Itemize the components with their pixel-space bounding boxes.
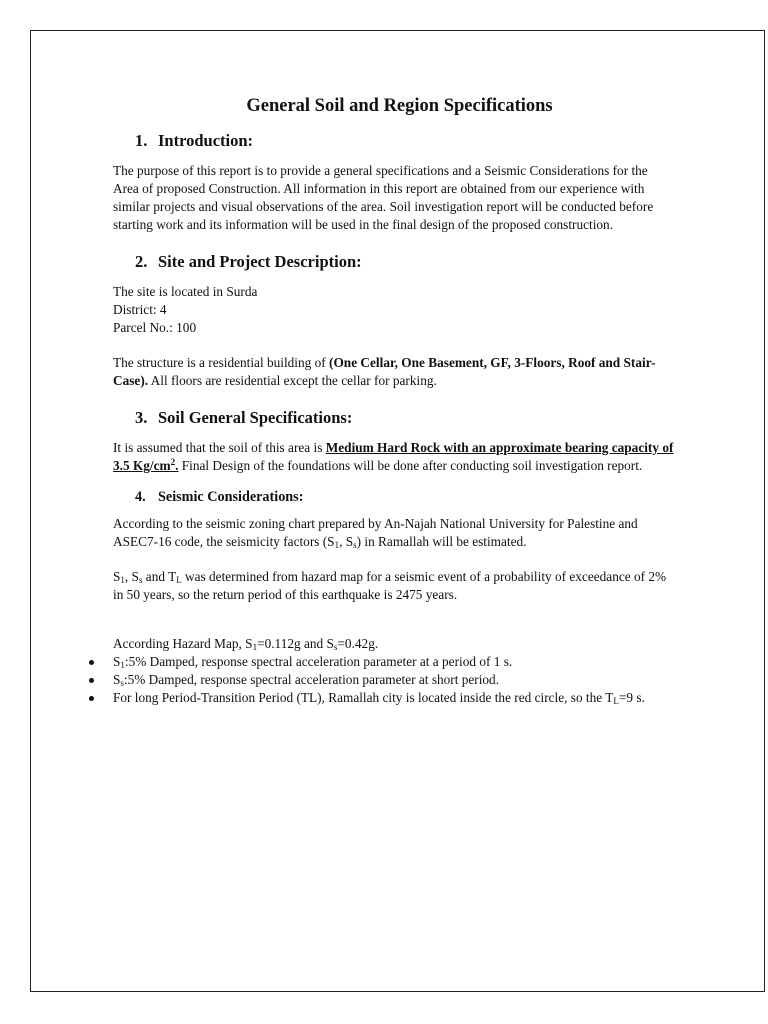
section-number: 2.	[135, 252, 148, 271]
text: ) in Ramallah will be estimated.	[356, 534, 527, 549]
subscript: s	[120, 678, 124, 688]
document-body	[113, 94, 675, 707]
section-heading-introduction	[113, 130, 675, 152]
hazard-map-line	[113, 635, 675, 653]
bullet-icon	[89, 660, 94, 665]
subscript: s	[353, 540, 357, 550]
document-title: General Soil and Region Specifications	[246, 96, 553, 116]
section-heading-soil	[113, 407, 675, 429]
subscript: 1	[252, 642, 258, 652]
seismic-paragraph-2	[113, 568, 675, 604]
introduction-paragraph: The purpose of this report is to provide a general specifications and a Seismic Considerations for the Area of proposed Construction. All information in this report are obtained from our experience with similar projects and visual observations of the area. Soil investigation report will be conducted before starting work and its information will be used in the final design of the proposed construction.	[113, 163, 654, 232]
subscript: L	[176, 575, 182, 585]
text: For long Period-Transition Period (TL), Ramallah city is located inside the red circle, so the T	[113, 690, 614, 705]
list-item	[89, 689, 651, 707]
text: , S	[339, 534, 354, 549]
soil-emphasis-sup: 2	[170, 457, 176, 467]
seismic-bullet-list	[89, 653, 651, 707]
section-heading-site	[113, 251, 675, 273]
structure-intro: The structure is a residential building of	[113, 355, 330, 370]
list-item	[89, 653, 651, 671]
subscript: 1	[120, 660, 125, 670]
subscript: 1	[120, 575, 125, 585]
text: , S	[124, 569, 139, 584]
section-number: 4.	[135, 489, 146, 505]
section-number: 1.	[135, 131, 148, 150]
text: :5% Damped, response spectral acceleration parameter at short period.	[123, 672, 500, 687]
seismic-paragraph-1	[113, 515, 675, 551]
text: =0.42g.	[337, 636, 379, 651]
text: S	[113, 654, 121, 669]
section-title: Introduction:	[158, 131, 254, 150]
text: According Hazard Map, S	[113, 636, 253, 651]
section-heading-seismic	[113, 487, 675, 507]
bullet-icon	[89, 696, 94, 701]
text: was determined from hazard map for a seismic event of a probability of exceedance of 2% in 50 years, so the return period of this earthquake is 2475 years.	[113, 569, 667, 602]
text: :5% Damped, response spectral acceleration parameter at a period of 1 s.	[124, 654, 513, 669]
text: =0.112g and S	[257, 636, 334, 651]
parcel-line: Parcel No.: 100	[113, 320, 197, 335]
text: S	[113, 569, 121, 584]
soil-rest: Final Design of the foundations will be done after conducting soil investigation report.	[178, 458, 643, 473]
structure-paragraph	[113, 354, 675, 390]
soil-intro: It is assumed that the soil of this area is	[113, 440, 326, 455]
district-line: District: 4	[113, 302, 167, 317]
structure-bold: (One Cellar, One Basement, GF, 3-Floors, Roof and Stair-Case).	[113, 355, 656, 388]
section-number: 3.	[135, 408, 148, 427]
text: and T	[142, 569, 177, 584]
subscript: L	[613, 696, 619, 706]
section-title: Site and Project Description:	[158, 252, 362, 271]
text: S	[113, 672, 121, 687]
subscript: s	[333, 642, 338, 652]
subscript: 1	[334, 540, 340, 550]
text: According to the seismic zoning chart prepared by An-Najah National University for Palestine and ASEC7-16 code, the seismicity factors (S	[113, 516, 638, 549]
text: =9 s.	[618, 690, 645, 705]
soil-paragraph	[113, 439, 675, 475]
soil-emphasis-text: Medium Hard Rock with an approximate bearing capacity of 3.5 Kg/cm	[113, 440, 674, 473]
subscript: s	[138, 575, 143, 585]
soil-emphasis-end: .	[175, 458, 179, 473]
structure-rest: All floors are residential except the cellar for parking.	[148, 373, 437, 388]
section-title: Seismic Considerations:	[158, 489, 304, 505]
list-item	[89, 671, 651, 689]
section-title: Soil General Specifications:	[158, 408, 353, 427]
site-location-line: The site is located in Surda	[113, 284, 258, 299]
bullet-icon	[89, 678, 94, 683]
